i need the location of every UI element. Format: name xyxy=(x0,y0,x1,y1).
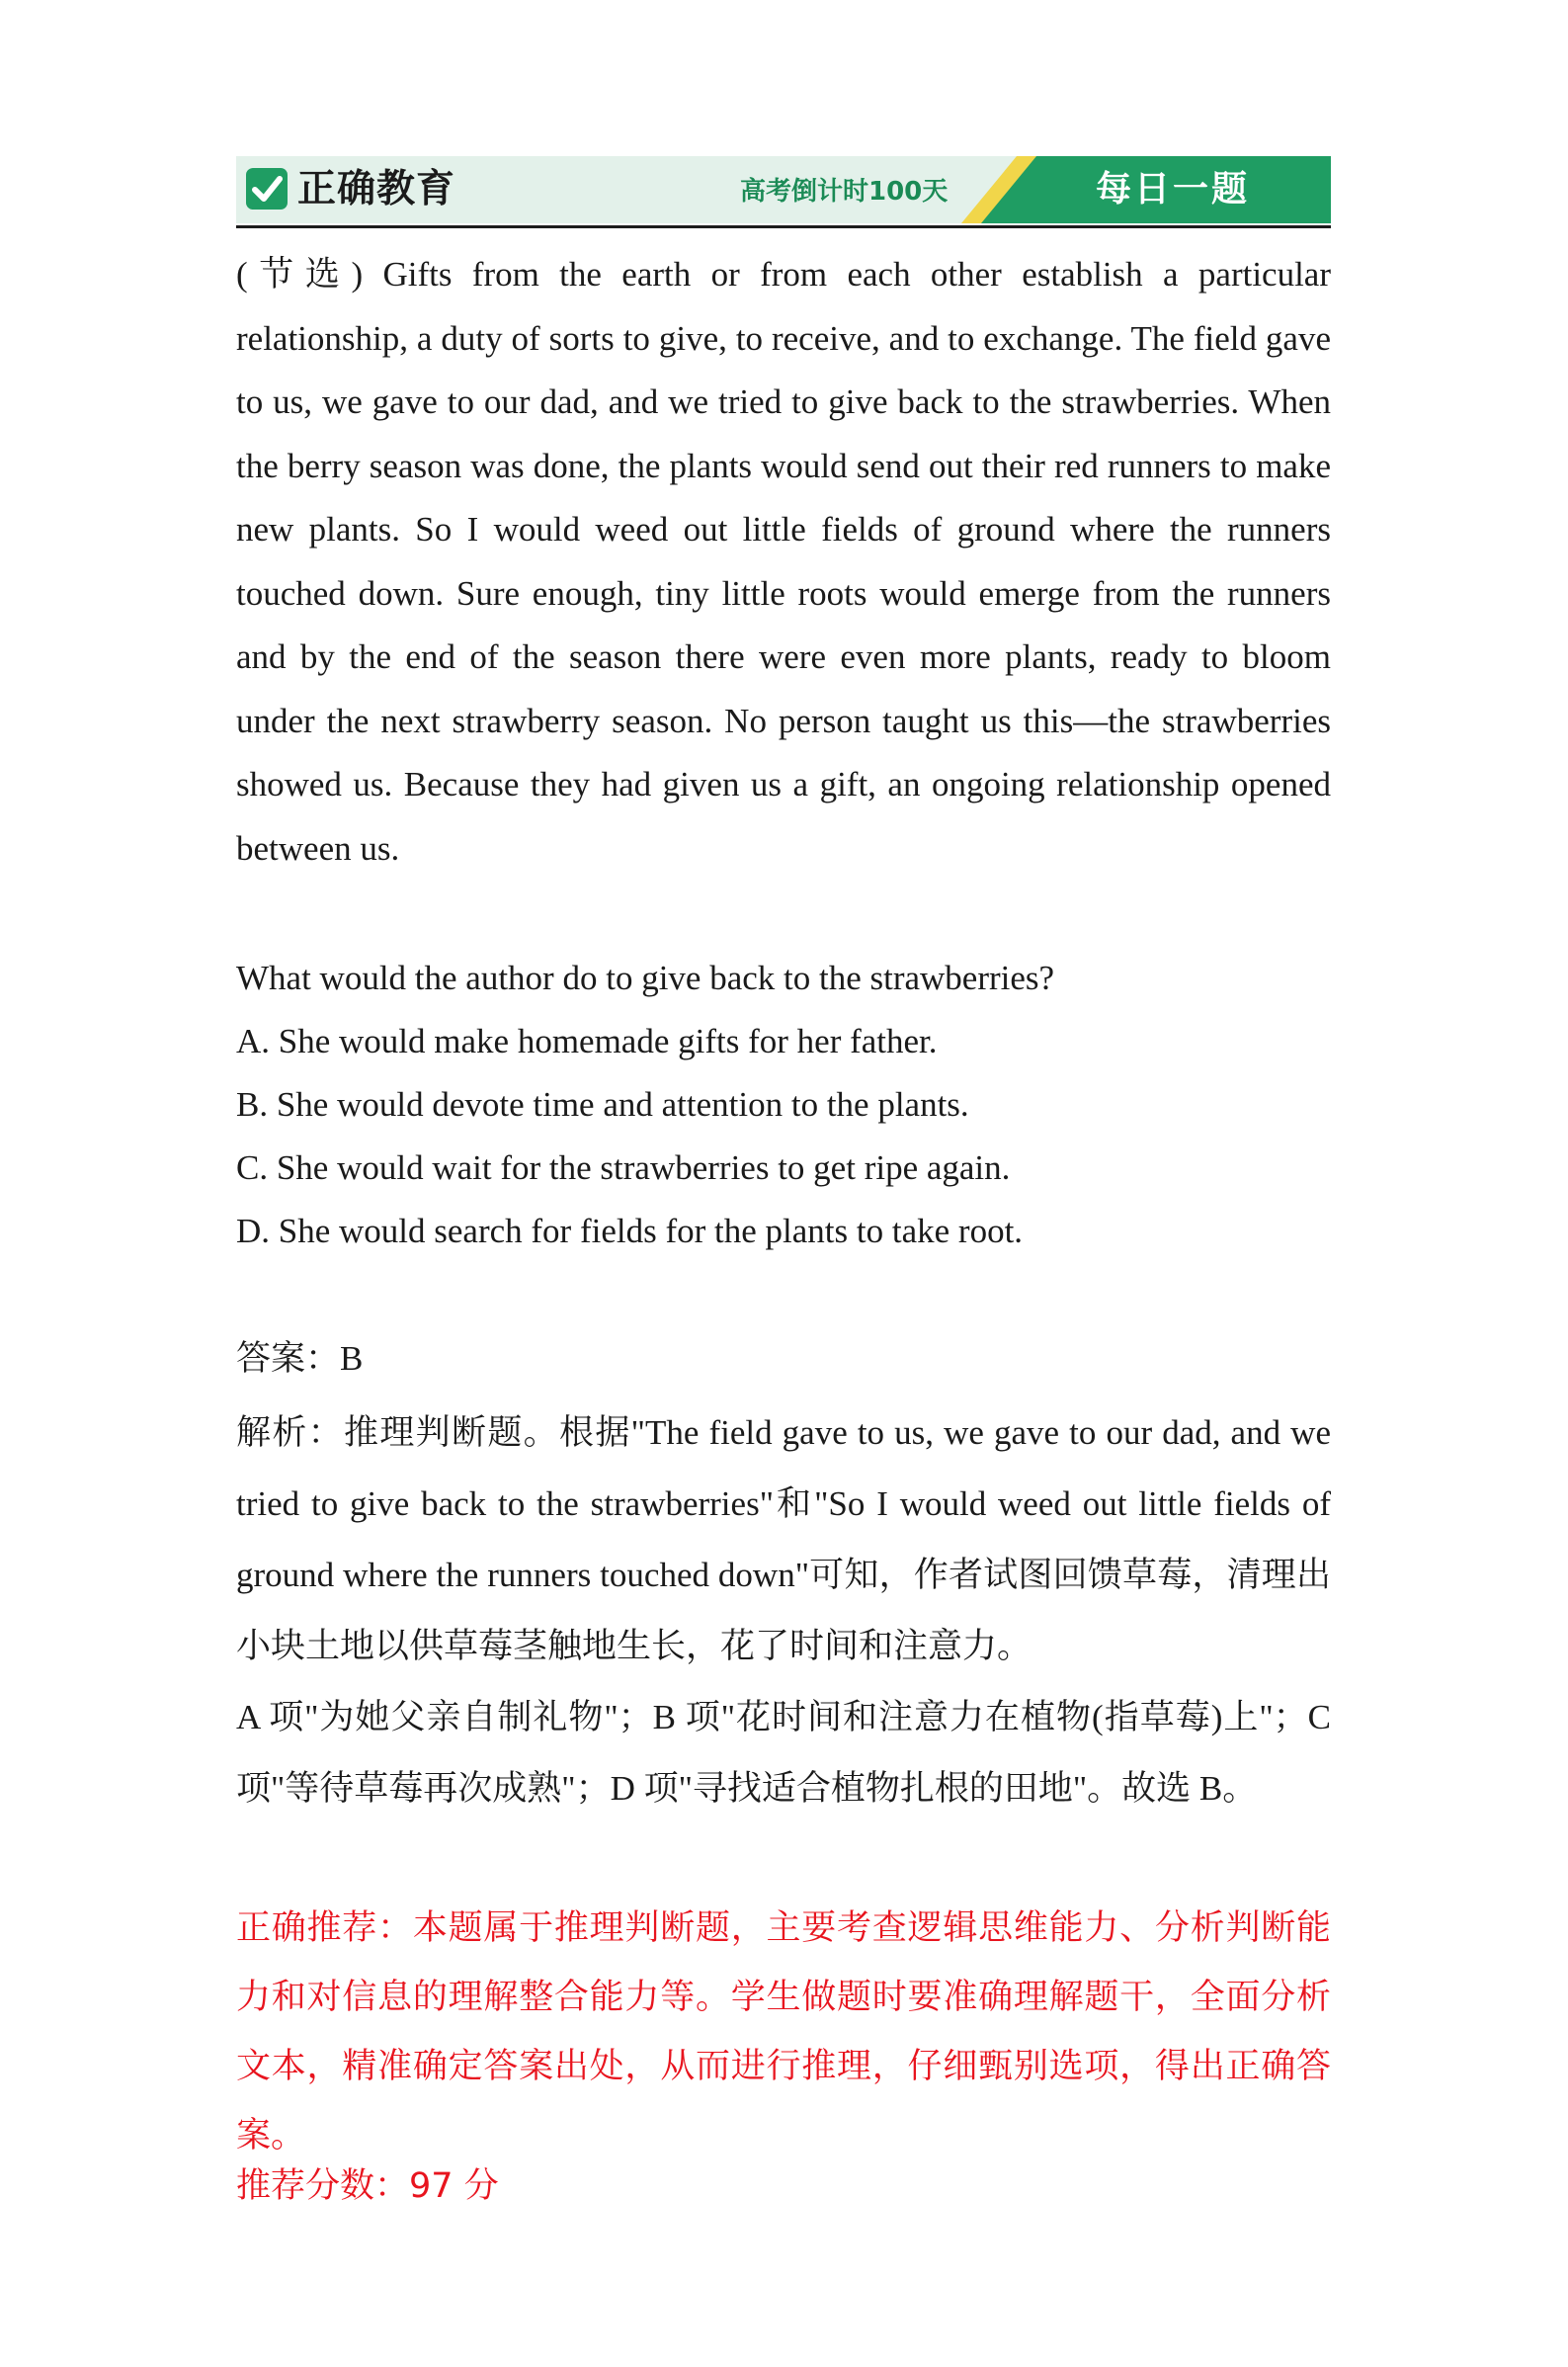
answer-line: 答案：B xyxy=(236,1339,364,1378)
recommended-score: 推荐分数：97 分 xyxy=(236,2166,499,2206)
recommendation-text: 正确推荐：本题属于推理判断题，主要考查逻辑思维能力、分析判断能力和对信息的理解整合能力等。学生做题时要准确理解题干，全面分析文本，精准确定答案出处，从而进行推理，仔细甄别选项，得出正确答案。 xyxy=(236,1908,1331,2156)
header-divider xyxy=(236,225,1331,228)
header-banner xyxy=(236,156,1331,223)
brand-name: 正确教育 xyxy=(297,167,456,211)
option-c: C. She would wait for the strawberries to get ripe again. xyxy=(236,1148,1011,1187)
daily-question-label: 每日一题 xyxy=(1096,169,1251,210)
checkmark-logo-icon xyxy=(246,168,288,210)
option-b: B. She would devote time and attention to the plants. xyxy=(236,1085,969,1124)
countdown-label: 高考倒计时100天 xyxy=(740,177,949,207)
analysis-block xyxy=(236,1397,1331,1824)
question-block xyxy=(236,947,1331,1263)
analysis-paragraph: 解析：推理判断题。根据"The field gave to us, we gave to our dad, and we tried to give back to the strawberries"和"So I would weed out little fields of ground where the runners touched down"可知，作者试图回馈草莓，清理出小块土地以供草莓茎触地生长，花了时间和注意力。 xyxy=(236,1413,1331,1665)
option-a: A. She would make homemade gifts for her father. xyxy=(236,1022,938,1060)
analysis-options-paragraph: A 项"为她父亲自制礼物"；B 项"花时间和注意力在植物(指草莓)上"；C 项"等待草莓再次成熟"；D 项"寻找适合植物扎根的田地"。故选 B。 xyxy=(236,1698,1331,1808)
option-d: D. She would search for fields for the plants to take root. xyxy=(236,1212,1024,1250)
reading-passage: (节选) Gifts from the earth or from each other establish a particular relationship, a duty of sorts to give, to receive, and to exchange. The field gave to us, we gave to our dad, and we tried to give back to the strawberries. When the berry season was done, the plants would send out their red runners to make new plants. So I would weed out little fields of ground where the runners touched down. Sure enough, tiny little roots would emerge from the runners and by the end of the season there were even more plants, ready to bloom under the next strawberry season. No person taught us this—the strawberries showed us. Because they had given us a gift, an ongoing relationship opened between us. xyxy=(236,255,1331,868)
question-stem: What would the author do to give back to the strawberries? xyxy=(236,959,1055,997)
